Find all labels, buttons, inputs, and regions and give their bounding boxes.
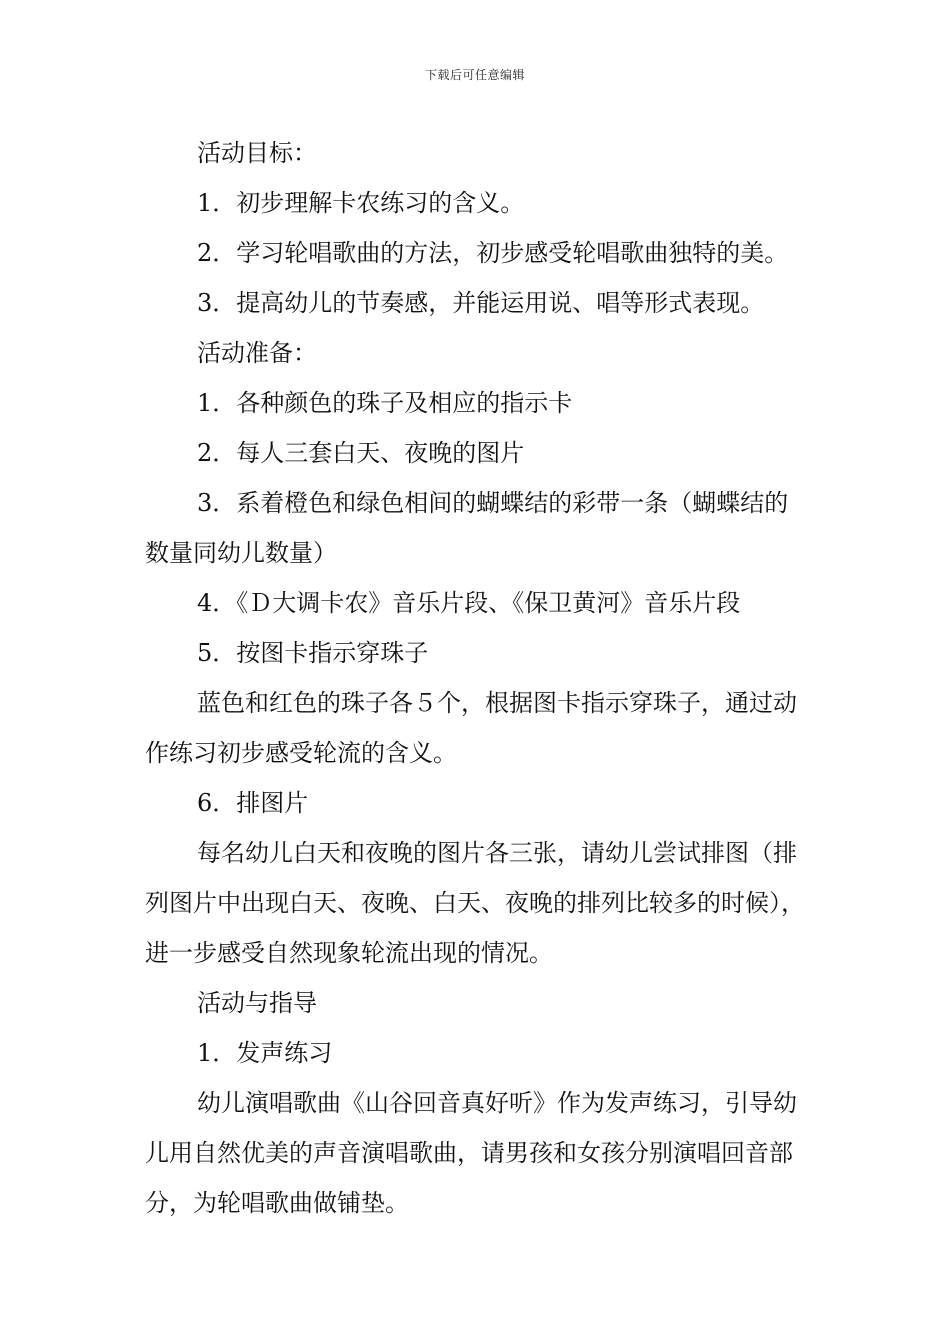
document-body: [145, 128, 810, 1228]
activity-goals-heading: 活动目标：: [197, 139, 317, 167]
prep-item: 4．《Ｄ大调卡农》音乐片段、《保卫黄河》音乐片段: [197, 589, 741, 617]
guide-item: 1．发声练习: [197, 1039, 333, 1067]
prep-description: 蓝色和红色的珠子各５个，根据图卡指示穿珠子，通过动作练习初步感受轮流的含义。: [145, 689, 797, 767]
prep-item: 1．各种颜色的珠子及相应的指示卡: [197, 389, 573, 417]
activity-guide-heading: 活动与指导: [197, 989, 317, 1017]
prep-item: 5．按图卡指示穿珠子: [197, 639, 429, 667]
prep-item: 2．每人三套白天、夜晚的图片: [197, 439, 525, 467]
goal-item: 1．初步理解卡农练习的含义。: [197, 189, 525, 217]
prep-item: 6．排图片: [197, 789, 309, 817]
activity-prep-heading: 活动准备：: [197, 339, 317, 367]
guide-description: 幼儿演唱歌曲《山谷回音真好听》作为发声练习，引导幼儿用自然优美的声音演唱歌曲，请男孩和女孩分别演唱回音部分，为轮唱歌曲做铺垫。: [145, 1089, 797, 1217]
prep-description: 每名幼儿白天和夜晚的图片各三张，请幼儿尝试排图（排列图片中出现白天、夜晚、白天、夜晚的排列比较多的时候），进一步感受自然现象轮流出现的情况。: [145, 839, 805, 967]
goal-item: 2．学习轮唱歌曲的方法，初步感受轮唱歌曲独特的美。: [197, 239, 789, 267]
goal-item: 3．提高幼儿的节奏感，并能运用说、唱等形式表现。: [197, 289, 765, 317]
prep-item: 3．系着橙色和绿色相间的蝴蝶结的彩带一条（蝴蝶结的数量同幼儿数量）: [145, 489, 789, 567]
page-header: 下载后可任意编辑: [424, 68, 525, 82]
